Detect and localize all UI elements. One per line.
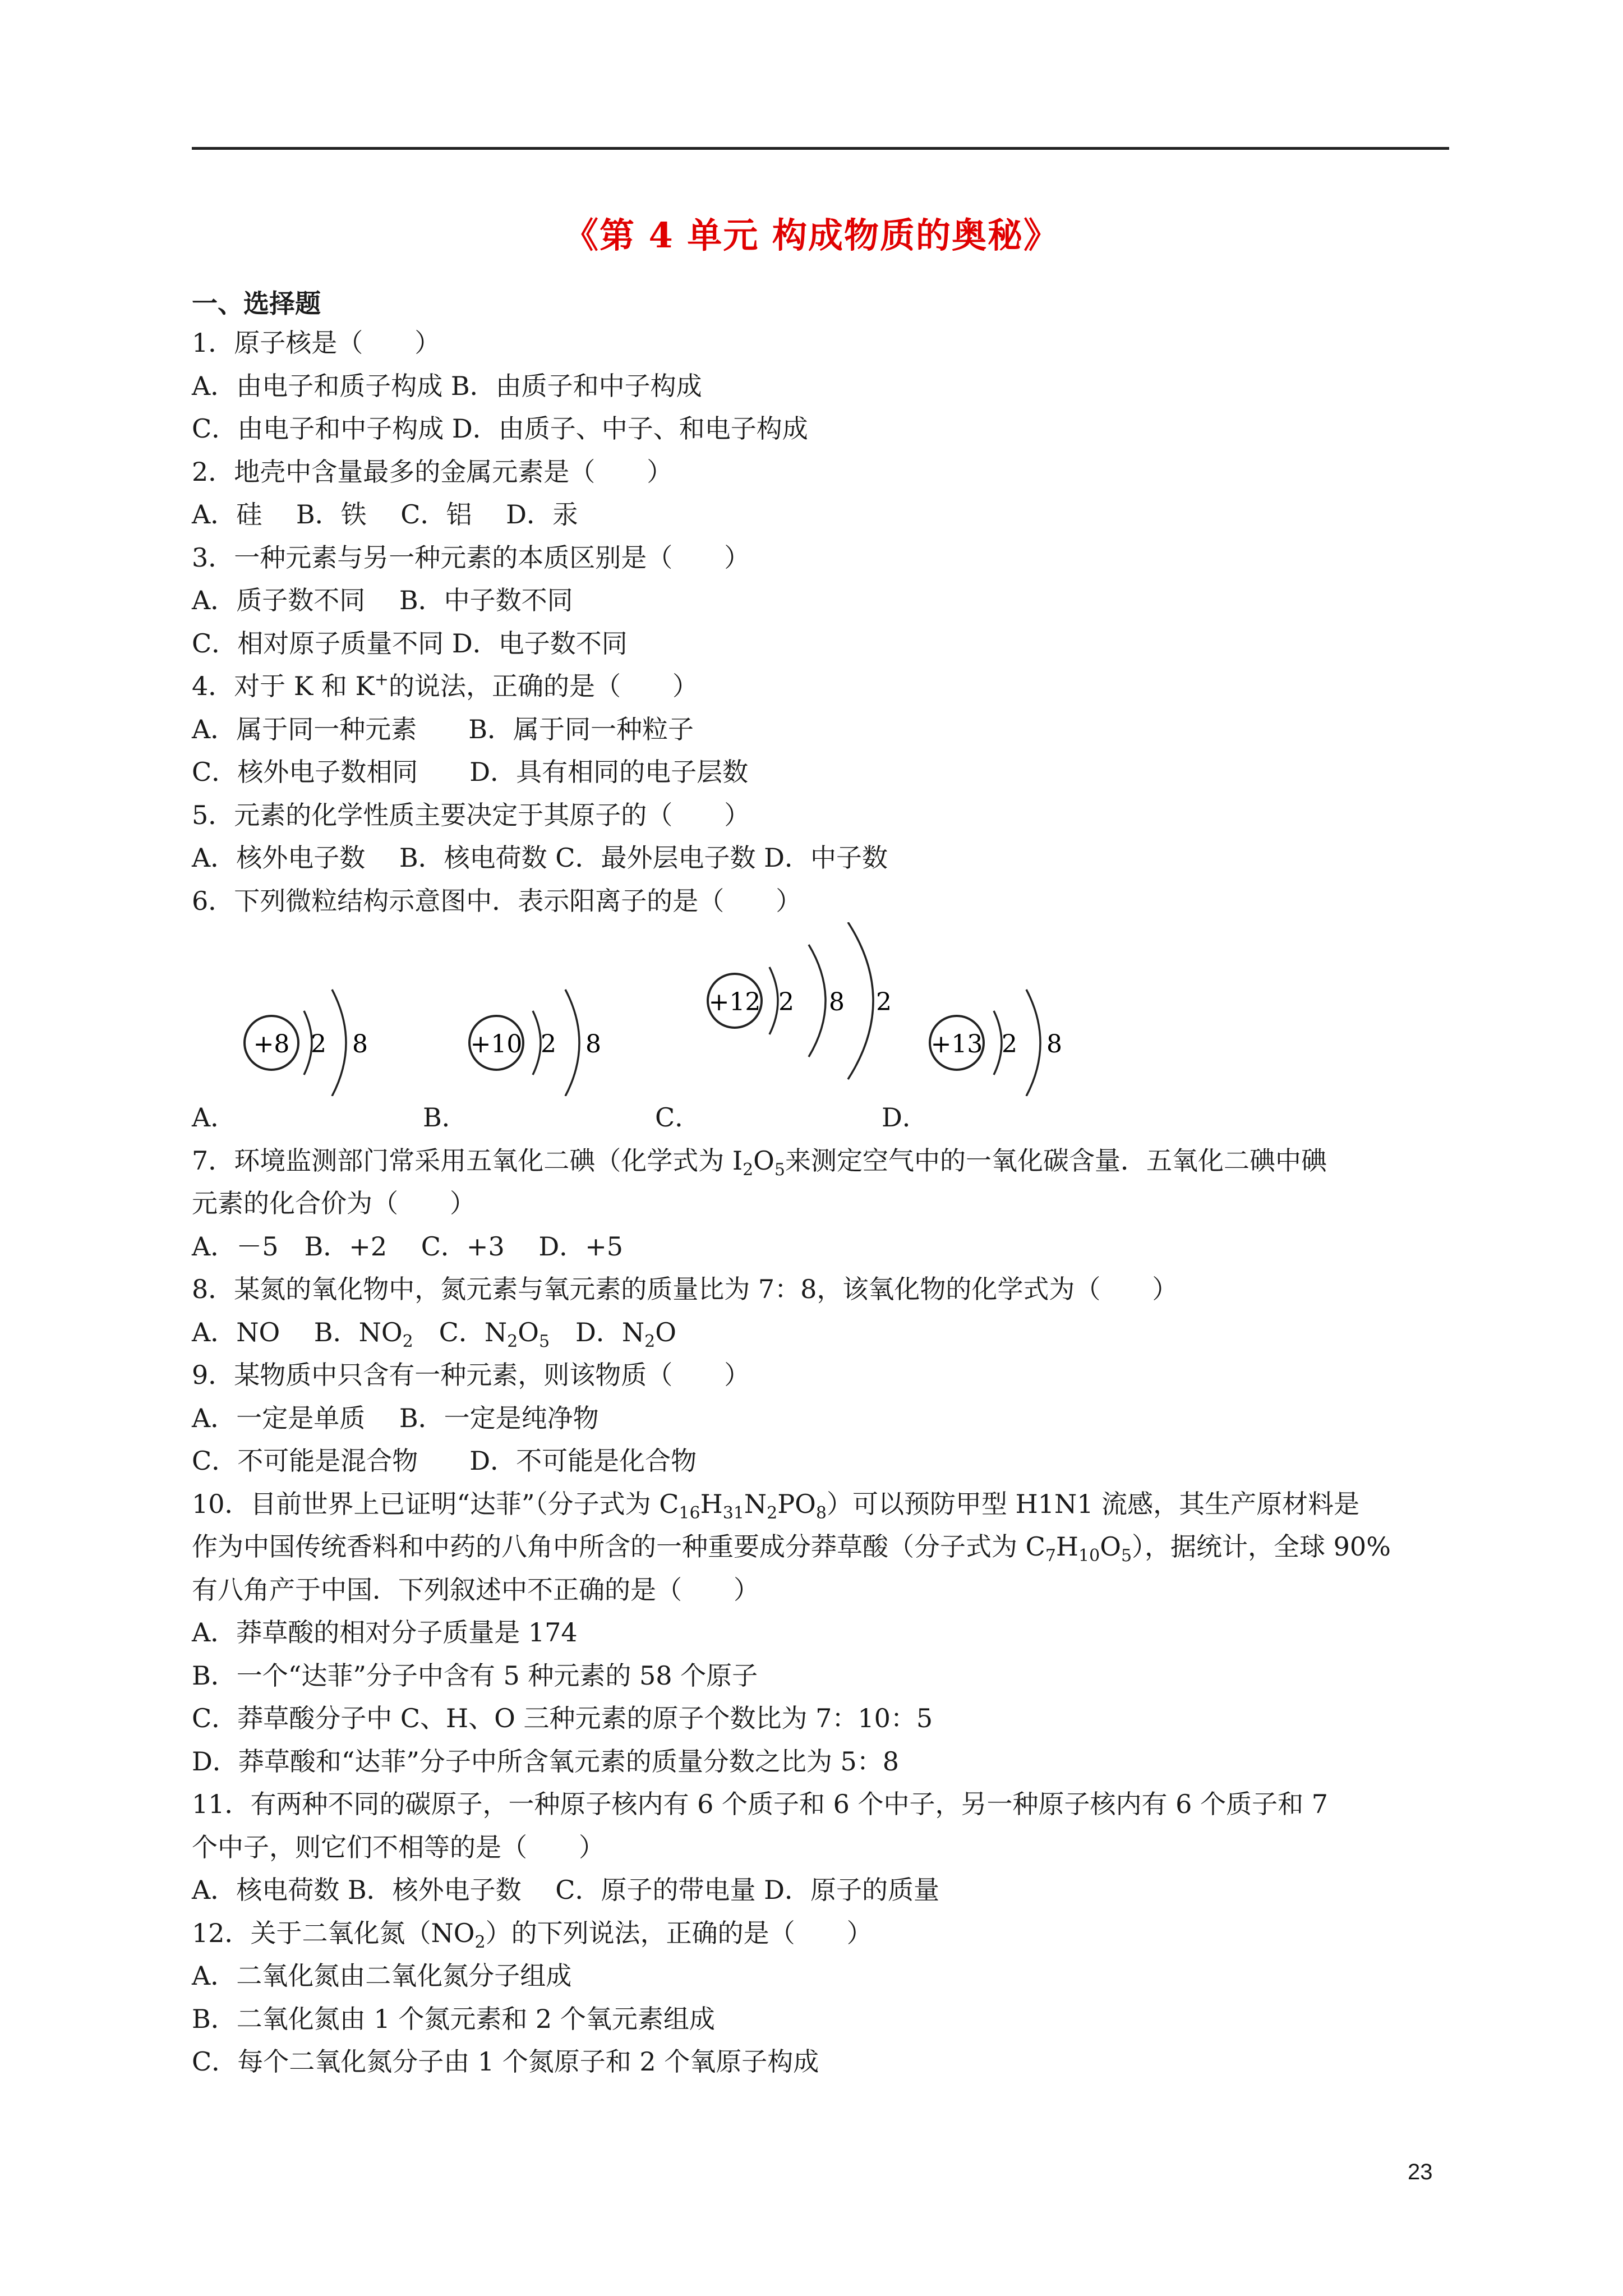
q1-options-1: A．由电子和质子构成 B．由质子和中子构成 <box>192 370 702 401</box>
q7-stem-2: 元素的化合价为（ ） <box>192 1188 476 1218</box>
shell-electrons: 2 <box>876 988 892 1016</box>
shell-electrons: 8 <box>829 988 845 1016</box>
q7-options: A．－5 B．+2 C．+3 D．+5 <box>192 1231 624 1262</box>
shell-electrons: 2 <box>778 988 794 1016</box>
nucleus-charge: +12 <box>708 988 761 1016</box>
option-label-c: C． <box>655 1102 701 1133</box>
atom-diagram-a <box>245 990 368 1096</box>
shell-electrons: 2 <box>1002 1030 1017 1059</box>
shell-electrons: 8 <box>585 1030 601 1059</box>
electron-shell-arc <box>533 1011 541 1075</box>
atom-diagram-b <box>469 990 601 1096</box>
q8-options: A．NO B．$NO_2$ C．$N_2O_5$ D．$N_2O$ <box>192 1317 676 1351</box>
section-title: 一、选择题 <box>192 288 321 319</box>
nucleus-charge: +13 <box>930 1030 983 1059</box>
q9-stem: 9．某物质中只含有一种元素，则该物质（ ） <box>192 1360 750 1390</box>
q4-stem: 4．对于 K 和 K+的说法，正确的是（ ） <box>192 670 699 701</box>
electron-shell-arc <box>565 990 579 1096</box>
shell-electrons: 2 <box>541 1030 556 1059</box>
question-list <box>192 321 1454 2083</box>
nucleus-charge: +8 <box>253 1030 290 1059</box>
header-rule <box>192 147 1449 150</box>
q6-option-labels <box>192 1096 1454 1139</box>
option-label-b: B． <box>423 1102 468 1133</box>
q3-stem: 3．一种元素与另一种元素的本质区别是（ ） <box>192 542 750 573</box>
shell-electrons: 2 <box>311 1030 326 1059</box>
q10-stem-2: 作为中国传统香料和中药的八角中所含的一种重要成分莽草酸（分子式为 $C_7H_{10}O_5$），据统计，全球 90% <box>192 1531 1391 1566</box>
q5-stem: 5．元素的化学性质主要决定于其原子的（ ） <box>192 799 750 830</box>
electron-shell-arc <box>1026 990 1040 1096</box>
q10-stem-3: 有八角产于中国．下列叙述中不正确的是（ ） <box>192 1574 759 1605</box>
q11-stem-1: 11．有两种不同的碳原子，一种原子核内有 6 个质子和 6 个中子，另一种原子核内有 6 个质子和 7 <box>192 1789 1328 1819</box>
option-label-d: D． <box>882 1102 928 1133</box>
electron-shell-arc <box>848 922 873 1079</box>
q1-options-2: C．由电子和中子构成 D．由质子、中子、和电子构成 <box>192 413 808 444</box>
electron-shell-arc <box>332 990 346 1096</box>
electron-shell-arc <box>809 945 826 1057</box>
q9-options-1: A．一定是单质 B．一定是纯净物 <box>192 1402 599 1433</box>
q9-options-2: C．不可能是混合物 D．不可能是化合物 <box>192 1446 697 1476</box>
q2-stem: 2．地壳中含量最多的金属元素是（ ） <box>192 456 673 487</box>
q1-stem: 1．原子核是（ ） <box>192 328 441 358</box>
q10-option-d: D．莽草酸和“达菲”分子中所含氧元素的质量分数之比为 5：8 <box>192 1746 900 1777</box>
q8-stem: 8．某氮的氧化物中，氮元素与氧元素的质量比为 7：8，该氧化物的化学式为（ ） <box>192 1274 1178 1304</box>
q12-option-b: B．二氧化氮由 1 个氮元素和 2 个氧元素组成 <box>192 2003 715 2034</box>
q4-options-1: A．属于同一种元素 B．属于同一种粒子 <box>192 714 694 744</box>
q7-stem-1: 7．环境监测部门常采用五氧化二碘（化学式为 $I_2O_5$来测定空气中的一氧化碳含量．五氧化二碘中碘 <box>192 1145 1327 1180</box>
q10-stem-1: 10．目前世界上已证明“达菲”（分子式为 $C_{16}H_{31}N_2PO_8$）可以预防甲型 H1N1 流感，其生产原材料是 <box>192 1488 1360 1523</box>
q5-options: A．核外电子数 B．核电荷数 C．最外层电子数 D．中子数 <box>192 843 888 873</box>
nucleus-charge: +10 <box>470 1030 523 1059</box>
q11-stem-2: 个中子，则它们不相等的是（ ） <box>192 1832 605 1862</box>
atom-diagram-d <box>930 990 1062 1096</box>
q4-options-2: C．核外电子数相同 D．具有相同的电子层数 <box>192 757 749 787</box>
q10-option-a: A．莽草酸的相对分子质量是 174 <box>192 1617 578 1648</box>
option-label-a: A． <box>192 1102 237 1133</box>
page-number: 23 <box>1408 2160 1433 2184</box>
q10-option-b: B．一个“达菲”分子中含有 5 种元素的 58 个原子 <box>192 1660 758 1691</box>
q12-option-c: C．每个二氧化氮分子由 1 个氮原子和 2 个氧原子构成 <box>192 2046 819 2077</box>
shell-electrons: 8 <box>1046 1030 1062 1059</box>
q6-diagrams <box>192 922 1454 1096</box>
q2-options: A．硅 B．铁 C．铝 D．汞 <box>192 499 578 530</box>
q6-stem: 6．下列微粒结构示意图中．表示阳离子的是（ ） <box>192 885 802 916</box>
q12-stem: 12．关于二氧化氮$(NO_2)$的下列说法，正确的是（ ） <box>192 1917 873 1952</box>
electron-shell-arc <box>769 967 778 1034</box>
q3-options-2: C．相对原子质量不同 D．电子数不同 <box>192 628 628 659</box>
page-title: 《第 4 单元 构成物质的奥秘》 <box>564 215 1059 256</box>
q10-option-c: C．莽草酸分子中 C、H、O 三种元素的原子个数比为 7：10：5 <box>192 1703 933 1733</box>
atom-diagram-c <box>708 922 892 1079</box>
atom-structure-diagrams <box>192 922 1454 1096</box>
q11-options: A．核电荷数 B．核外电子数 C．原子的带电量 D．原子的质量 <box>192 1875 939 1905</box>
q12-option-a: A．二氧化氮由二氧化氮分子组成 <box>192 1961 572 1991</box>
q3-options-1: A．质子数不同 B．中子数不同 <box>192 585 573 615</box>
electron-shell-arc <box>994 1011 1002 1075</box>
shell-electrons: 8 <box>352 1030 368 1059</box>
